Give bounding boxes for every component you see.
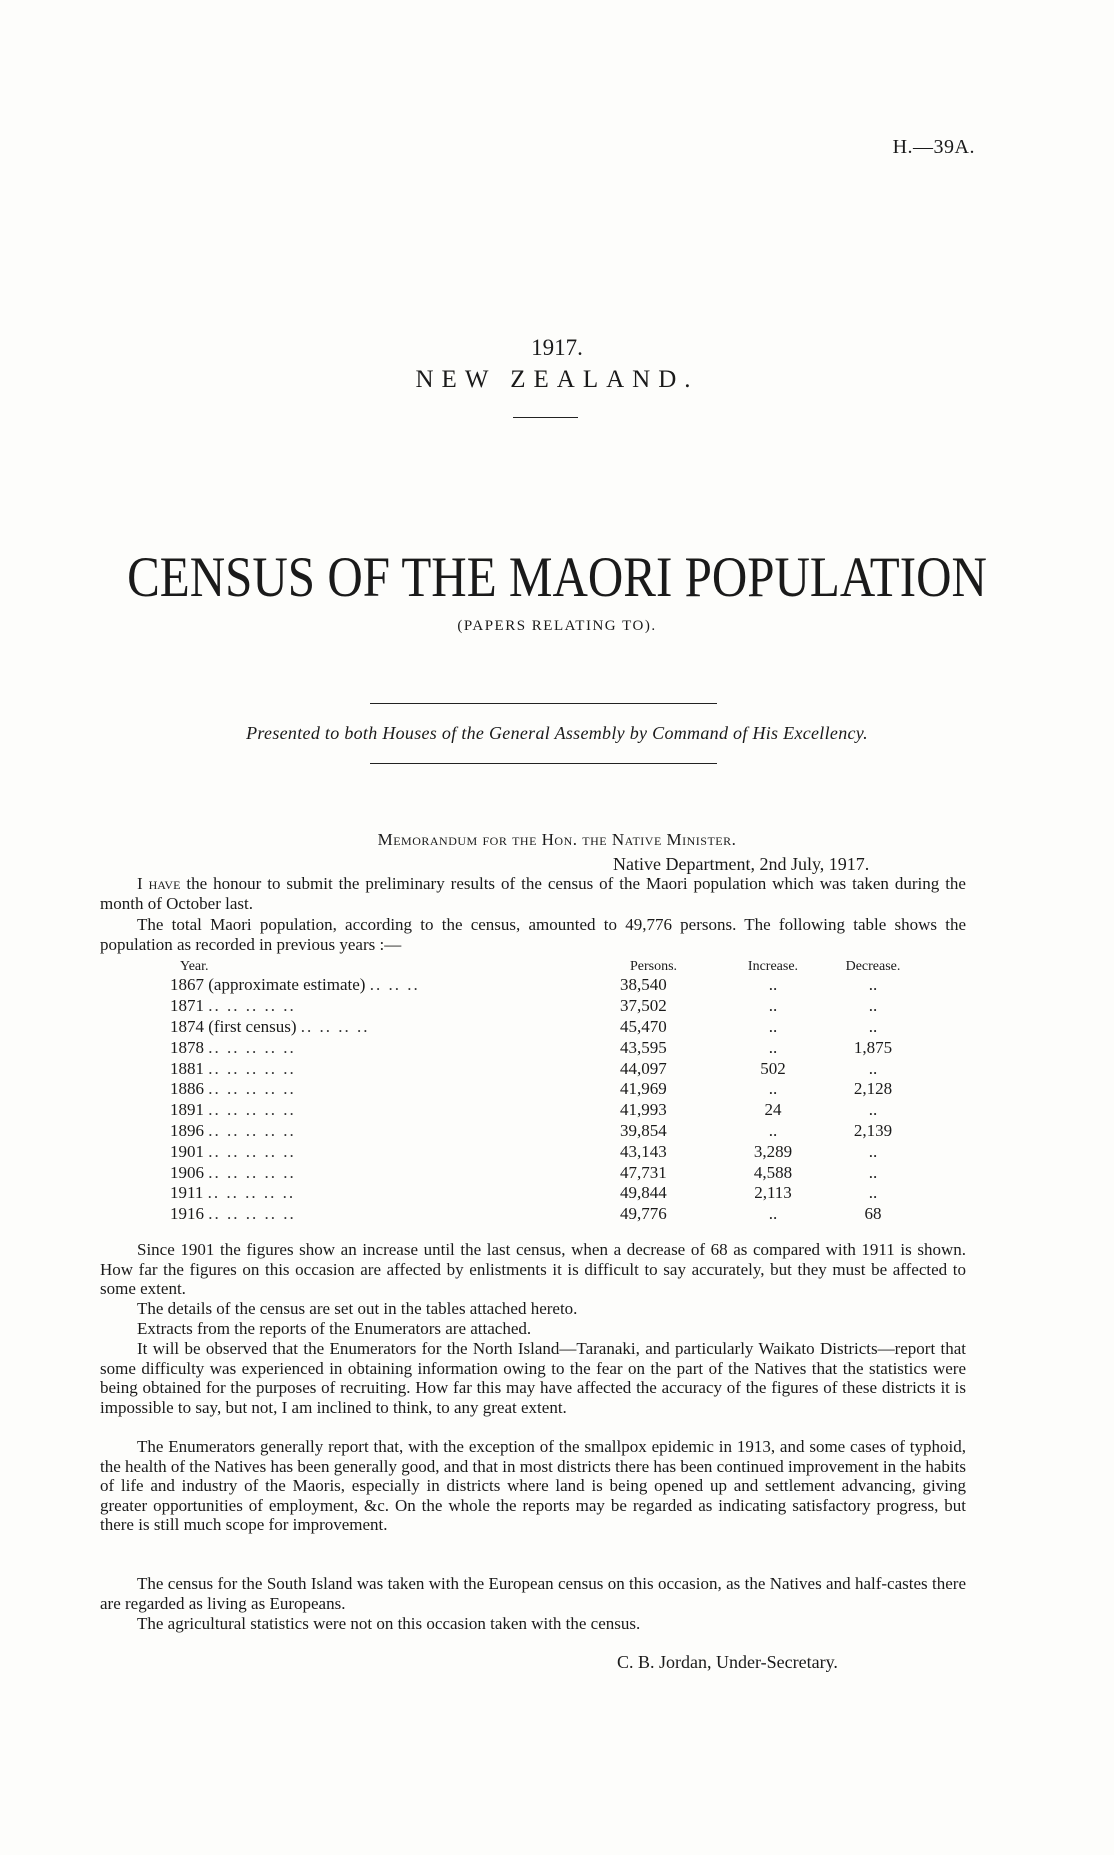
year-label: 1878	[170, 1037, 204, 1057]
table-row	[170, 1037, 928, 1058]
year-label: 1896	[170, 1120, 204, 1140]
cell-year	[170, 1079, 620, 1100]
header-year: Year.	[180, 959, 209, 974]
cell-decrease: ..	[868, 1058, 878, 1078]
cell-persons: 39,854	[620, 1120, 667, 1140]
cell-decrease: ..	[868, 975, 878, 995]
dot-leader: .. .. .. .. ..	[208, 1120, 296, 1140]
table-row	[170, 1100, 928, 1121]
cell-increase: 3,289	[753, 1141, 793, 1161]
presented-rule-top	[370, 703, 717, 704]
cell-decrease: ..	[868, 1183, 878, 1203]
cell-year	[170, 1017, 620, 1038]
paragraph-total-population: The total Maori population, according to the census, amounted to 49,776 persons. The following table shows the population as recorded in previous years :—	[100, 915, 966, 954]
paragraph-intro	[100, 874, 966, 913]
dot-leader: .. .. ..	[369, 975, 420, 995]
dot-leader: .. .. .. .. ..	[208, 996, 296, 1016]
presented-rule-bottom	[370, 763, 717, 764]
cell-persons: 45,470	[620, 1016, 667, 1036]
paragraph-agricultural: The agricultural statistics were not on this occasion taken with the census.	[137, 1614, 641, 1633]
year-label: 1874 (first census)	[170, 1016, 297, 1036]
cell-increase: ..	[768, 1079, 778, 1099]
year-label: 1906	[170, 1162, 204, 1182]
memo-dateline: Native Department, 2nd July, 1917.	[613, 854, 870, 874]
year-label: 1911	[170, 1183, 204, 1203]
header-increase: Increase.	[747, 959, 799, 974]
table-row	[170, 1017, 928, 1038]
cell-increase: ..	[768, 1016, 778, 1036]
dot-leader: .. .. .. .. ..	[207, 1183, 296, 1203]
year-label: 1871	[170, 996, 204, 1016]
header-decrease: Decrease.	[845, 959, 901, 974]
paragraph-health-report: The Enumerators generally report that, with the exception of the smallpox epidemic in 1913, and some cases of typhoid, the health of the Natives has been generally good, and that in most districts there has been continued improvement in the habits of life and industry of the Maoris, especially in districts where land is being opened up and settlement advancing, giving greater opportunities of employment, &c. On the whole the reports may be regarded as indicating satisfactory progress, but there is still much scope for improvement.	[100, 1437, 966, 1534]
cell-year	[170, 1100, 620, 1121]
cell-increase: 24	[764, 1100, 782, 1120]
paragraph-details: The details of the census are set out in the tables attached hereto.	[137, 1299, 578, 1318]
table-row	[170, 1079, 928, 1100]
year-label: 1916	[170, 1204, 204, 1224]
cell-year	[170, 1121, 620, 1142]
cell-increase: ..	[768, 1120, 778, 1140]
cell-decrease: ..	[868, 1141, 878, 1161]
cell-increase: 502	[760, 1058, 786, 1078]
cell-persons: 43,143	[620, 1141, 667, 1161]
cell-persons: 41,969	[620, 1079, 667, 1099]
country-heading: NEW ZEALAND.	[415, 366, 699, 393]
table-row	[170, 1058, 928, 1079]
year-label: 1891	[170, 1100, 204, 1120]
memorandum-heading: Memorandum for the Hon. the Native Minister.	[377, 830, 737, 849]
document-title: CENSUS OF THE MAORI POPULATION	[127, 546, 987, 609]
table-header-row	[170, 958, 928, 975]
cell-decrease: 2,128	[853, 1079, 893, 1099]
table-row	[170, 1204, 928, 1225]
table-row	[170, 1121, 928, 1142]
title-divider-short	[513, 417, 578, 418]
cell-persons: 49,844	[620, 1183, 667, 1203]
intro-lead-words: I have	[137, 874, 181, 893]
cell-persons: 37,502	[620, 996, 667, 1016]
cell-decrease: ..	[868, 1016, 878, 1036]
dot-leader: .. .. .. ..	[300, 1016, 370, 1036]
dot-leader: .. .. .. .. ..	[208, 1100, 296, 1120]
paragraph-south-island: The census for the South Island was taken with the European census on this occasion, as the Natives and half-castes there are regarded as living as Europeans.	[100, 1574, 966, 1613]
paragraph-enumerators-difficulty: It will be observed that the Enumerators for the North Island—Taranaki, and particularly Waikato Districts—report that some difficulty was experienced in obtaining information owing to the fear on the part of the Natives that the statistics were being obtained for the purposes of recruiting. How far this may have affected the accuracy of the figures of these districts it is impossible to say, but not, I am inclined to think, to any great extent.	[100, 1339, 966, 1417]
cell-persons: 41,993	[620, 1100, 667, 1120]
table-row	[170, 1183, 928, 1204]
paragraph-increase-note: Since 1901 the figures show an increase until the last census, when a decrease of 68 as compared with 1911 is shown. How far the figures on this occasion are affected by enlistments it is difficult to say accurately, but they must be affected to some extent.	[100, 1240, 966, 1298]
year-label: 1886	[170, 1079, 204, 1099]
document-year: 1917.	[531, 335, 583, 360]
dot-leader: .. .. .. .. ..	[208, 1079, 296, 1099]
dot-leader: .. .. .. .. ..	[208, 1141, 296, 1161]
document-subtitle: (PAPERS RELATING TO).	[457, 618, 657, 634]
cell-persons: 38,540	[620, 975, 667, 995]
cell-year	[170, 996, 620, 1017]
cell-year	[170, 975, 620, 996]
dot-leader: .. .. .. .. ..	[208, 1204, 296, 1224]
cell-decrease: ..	[868, 1100, 878, 1120]
cell-persons: 47,731	[620, 1162, 667, 1182]
cell-persons: 49,776	[620, 1204, 667, 1224]
cell-decrease: ..	[868, 996, 878, 1016]
table-row	[170, 1141, 928, 1162]
cell-decrease: ..	[868, 1162, 878, 1182]
table-row	[170, 1162, 928, 1183]
year-label: 1881	[170, 1058, 204, 1078]
presented-line: Presented to both Houses of the General Assembly by Command of His Excellency.	[246, 723, 868, 743]
cell-year	[170, 1162, 620, 1183]
year-label: 1867 (approximate estimate)	[170, 975, 366, 995]
signature-line: C. B. Jordan, Under-Secretary.	[617, 1652, 838, 1672]
cell-persons: 44,097	[620, 1058, 667, 1078]
dot-leader: .. .. .. .. ..	[208, 1058, 296, 1078]
cell-increase: ..	[768, 1204, 778, 1224]
paragraph-extracts: Extracts from the reports of the Enumerators are attached.	[137, 1319, 532, 1338]
cell-decrease: 68	[864, 1204, 882, 1224]
document-reference: H.—39A.	[892, 136, 975, 158]
table-row	[170, 996, 928, 1017]
population-table	[170, 958, 928, 1225]
cell-increase: ..	[768, 996, 778, 1016]
year-label: 1901	[170, 1141, 204, 1161]
cell-increase: 4,588	[753, 1162, 793, 1182]
dot-leader: .. .. .. .. ..	[208, 1037, 296, 1057]
cell-year	[170, 1141, 620, 1162]
cell-increase: 2,113	[754, 1183, 792, 1203]
cell-persons: 43,595	[620, 1037, 667, 1057]
intro-text: the honour to submit the preliminary results of the census of the Maori population which was taken during the month of October last.	[100, 874, 966, 913]
cell-decrease: 1,875	[853, 1037, 893, 1057]
cell-decrease: 2,139	[853, 1120, 893, 1140]
table-row	[170, 975, 928, 996]
cell-year	[170, 1058, 620, 1079]
cell-increase: ..	[768, 975, 778, 995]
cell-increase: ..	[768, 1037, 778, 1057]
cell-year	[170, 1204, 620, 1225]
dot-leader: .. .. .. .. ..	[208, 1162, 296, 1182]
header-persons: Persons.	[630, 959, 678, 974]
cell-year	[170, 1037, 620, 1058]
cell-year	[170, 1183, 620, 1204]
